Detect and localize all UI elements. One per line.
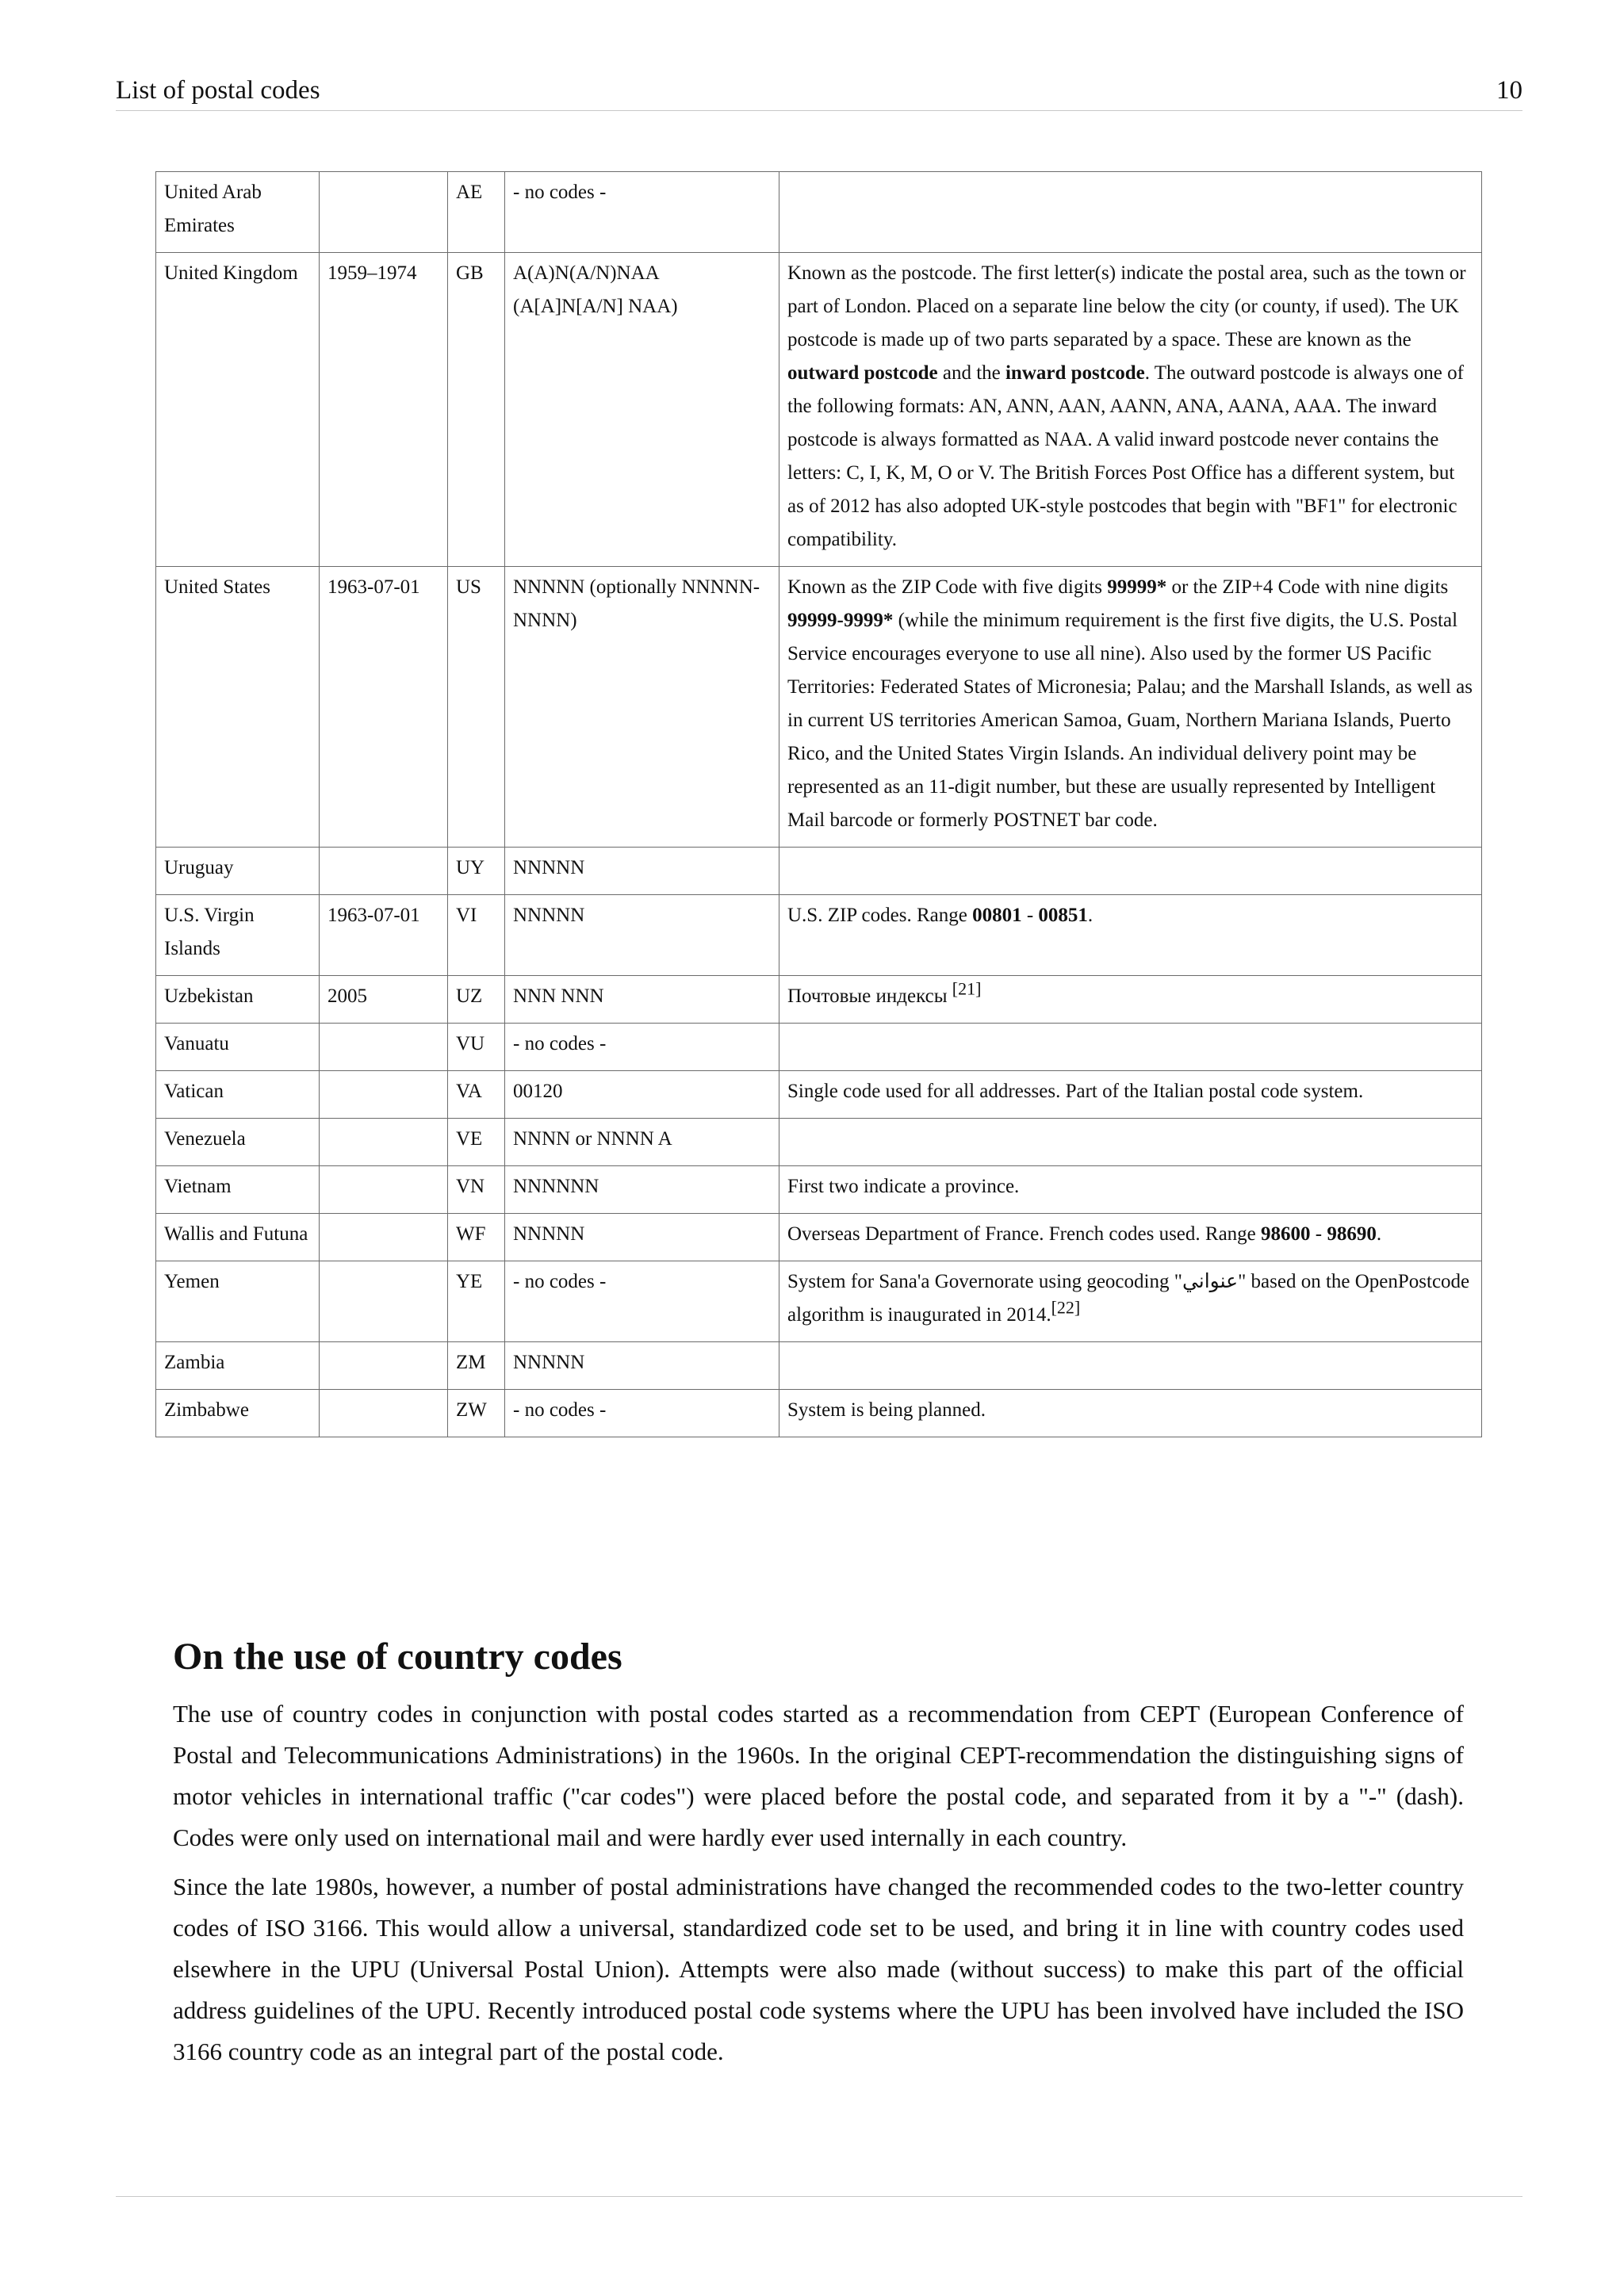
iso-cell: UZ xyxy=(448,976,505,1024)
notes-text: System for Sana'a Governorate using geocoding "عنواني" based on the OpenPostcode algorithm is inaugurated in 2014. xyxy=(787,1271,1470,1326)
running-header xyxy=(116,76,1522,111)
country-cell: Zambia xyxy=(156,1342,320,1390)
notes-cell: First two indicate a province. xyxy=(779,1166,1482,1214)
notes-cell xyxy=(779,1214,1482,1261)
format-cell: NNNNN xyxy=(505,895,779,976)
country-cell: Uruguay xyxy=(156,848,320,895)
format-cell: 00120 xyxy=(505,1071,779,1119)
notes-bold: 98600 xyxy=(1261,1223,1311,1245)
format-cell: NNNNNN xyxy=(505,1166,779,1214)
table-row xyxy=(156,1261,1482,1342)
country-cell: Wallis and Futuna xyxy=(156,1214,320,1261)
country-cell: United States xyxy=(156,567,320,848)
footer-rule xyxy=(116,2196,1522,2197)
country-cell: Vietnam xyxy=(156,1166,320,1214)
table-row xyxy=(156,253,1482,567)
format-cell: NNNNN (optionally NNNNN-NNNN) xyxy=(505,567,779,848)
table-row xyxy=(156,895,1482,976)
page-number: 10 xyxy=(1496,76,1522,105)
notes-bold: 98690 xyxy=(1327,1223,1377,1245)
country-cell: United Kingdom xyxy=(156,253,320,567)
country-cell: United Arab Emirates xyxy=(156,172,320,253)
notes-cell xyxy=(779,1342,1482,1390)
notes-text: U.S. ZIP codes. Range xyxy=(787,905,973,926)
postal-codes-table xyxy=(155,171,1482,1437)
header-title: List of postal codes xyxy=(116,76,320,105)
notes-bold: 00801 xyxy=(972,905,1022,926)
table-row xyxy=(156,172,1482,253)
date-cell xyxy=(320,1024,448,1071)
date-cell xyxy=(320,1166,448,1214)
paragraph: Since the late 1980s, however, a number of postal administrations have changed the recommended codes to the two-letter country codes of ISO 3166. This would allow a universal, standardized code set to be used, and bring it in line with country codes used elsewhere in the UPU (Universal Postal Union). Attempts were also made (without success) to make this part of the official address guidelines of the UPU. Recently introduced postal code systems where the UPU has been involved have included the ISO 3166 country code as an integral part of the postal code. xyxy=(173,1873,1464,2065)
notes-cell: System is being planned. xyxy=(779,1390,1482,1437)
format-cell: NNNNN xyxy=(505,848,779,895)
table-row xyxy=(156,1342,1482,1390)
date-cell xyxy=(320,1071,448,1119)
format-cell: NNNN or NNNN A xyxy=(505,1119,779,1166)
format-cell: - no codes - xyxy=(505,1024,779,1071)
country-cell: Yemen xyxy=(156,1261,320,1342)
reference-link[interactable]: [21] xyxy=(952,978,982,999)
reference-link[interactable]: [22] xyxy=(1051,1297,1081,1318)
notes-bold: 00851 xyxy=(1038,905,1088,926)
format-cell: NNNNN xyxy=(505,1342,779,1390)
date-cell: 1963-07-01 xyxy=(320,895,448,976)
iso-cell: ZM xyxy=(448,1342,505,1390)
iso-cell: VI xyxy=(448,895,505,976)
date-cell: 1963-07-01 xyxy=(320,567,448,848)
iso-cell: VA xyxy=(448,1071,505,1119)
iso-cell: ZW xyxy=(448,1390,505,1437)
notes-text: Overseas Department of France. French codes used. Range xyxy=(787,1223,1262,1245)
date-cell xyxy=(320,1261,448,1342)
table-row xyxy=(156,1390,1482,1437)
date-cell: 2005 xyxy=(320,976,448,1024)
table-row xyxy=(156,1214,1482,1261)
notes-text: or the ZIP+4 Code with nine digits xyxy=(1166,576,1449,598)
table-row xyxy=(156,1166,1482,1214)
iso-cell: VN xyxy=(448,1166,505,1214)
notes-bold: inward postcode xyxy=(1005,362,1145,384)
iso-cell: GB xyxy=(448,253,505,567)
notes-cell xyxy=(779,253,1482,567)
iso-cell: VU xyxy=(448,1024,505,1071)
notes-text: Почтовые индексы xyxy=(787,985,948,1007)
notes-text: Known as the ZIP Code with five digits xyxy=(787,576,1108,598)
country-cell: Uzbekistan xyxy=(156,976,320,1024)
notes-bold: 99999* xyxy=(1107,576,1167,598)
notes-text: Known as the postcode. The first letter(s) indicate the postal area, such as the town or part of London. Placed on a separate line below the city (or county, if used). The UK postcode is made up of two parts separated by a space. These are known as the xyxy=(787,262,1466,350)
iso-cell: UY xyxy=(448,848,505,895)
notes-cell xyxy=(779,567,1482,848)
format-cell: NNN NNN xyxy=(505,976,779,1024)
notes-text: (while the minimum requirement is the first five digits, the U.S. Postal Service encourages everyone to use all nine). Also used by the former US Pacific Territories: Federated States of Micronesia; Palau; and the Marshall Islands, as well as in current US territories American Samoa, Guam, Northern Mariana Islands, Puerto Rico, and the United States Virgin Islands. An individual delivery point may be represented as an 11-digit number, but these are usually represented by Intelligent Mail barcode or formerly POSTNET bar code. xyxy=(787,610,1473,831)
notes-text: - xyxy=(1310,1223,1327,1245)
notes-text: . xyxy=(1376,1223,1382,1245)
table-row xyxy=(156,976,1482,1024)
table-row xyxy=(156,1119,1482,1166)
country-cell: Vanuatu xyxy=(156,1024,320,1071)
notes-cell xyxy=(779,1261,1482,1342)
table-row xyxy=(156,1071,1482,1119)
date-cell xyxy=(320,1119,448,1166)
notes-text: . The outward postcode is always one of the following formats: AN, ANN, AAN, AANN, ANA, AANA, AAA. The inward postcode is always formatted as NAA. A valid inward postcode never contains the letters: C, I, K, M, O or V. The British Forces Post Office has a different system, but as of 2012 has also adopted UK-style postcodes that begin with "BF1" for electronic compatibility. xyxy=(787,362,1464,550)
table-row xyxy=(156,567,1482,848)
notes-cell xyxy=(779,895,1482,976)
date-cell: 1959–1974 xyxy=(320,253,448,567)
country-cell: Vatican xyxy=(156,1071,320,1119)
notes-text: - xyxy=(1021,905,1039,926)
date-cell xyxy=(320,1214,448,1261)
section-body xyxy=(173,1693,1464,2080)
format-cell: NNNNN xyxy=(505,1214,779,1261)
notes-cell xyxy=(779,848,1482,895)
notes-cell xyxy=(779,1119,1482,1166)
country-cell: Zimbabwe xyxy=(156,1390,320,1437)
notes-cell xyxy=(779,976,1482,1024)
format-cell: - no codes - xyxy=(505,1261,779,1342)
section-heading: On the use of country codes xyxy=(173,1636,622,1678)
date-cell xyxy=(320,848,448,895)
iso-cell: VE xyxy=(448,1119,505,1166)
format-cell: A(A)N(A/N)NAA (A[A]N[A/N] NAA) xyxy=(505,253,779,567)
notes-cell xyxy=(779,1024,1482,1071)
format-cell: - no codes - xyxy=(505,172,779,253)
notes-bold: 99999-9999* xyxy=(787,610,894,631)
notes-cell xyxy=(779,172,1482,253)
paragraph: The use of country codes in conjunction with postal codes started as a recommendation from CEPT (European Conference of Postal and Telecommunications Administrations) in the 1960s. In the original CEPT-recommendation the distinguishing signs of motor vehicles in international traffic ("car codes") were placed before the postal code, and separated from it by a "-" (dash). Codes were only used on international mail and were hardly ever used internally in each country. xyxy=(173,1700,1464,1851)
table-row xyxy=(156,848,1482,895)
country-cell: U.S. Virgin Islands xyxy=(156,895,320,976)
date-cell xyxy=(320,1390,448,1437)
iso-cell: US xyxy=(448,567,505,848)
notes-cell: Single code used for all addresses. Part of the Italian postal code system. xyxy=(779,1071,1482,1119)
notes-bold: outward postcode xyxy=(787,362,938,384)
iso-cell: WF xyxy=(448,1214,505,1261)
country-cell: Venezuela xyxy=(156,1119,320,1166)
notes-text: . xyxy=(1087,905,1094,926)
date-cell xyxy=(320,1342,448,1390)
iso-cell: YE xyxy=(448,1261,505,1342)
format-cell: - no codes - xyxy=(505,1390,779,1437)
notes-text: and the xyxy=(937,362,1005,384)
table-row xyxy=(156,1024,1482,1071)
date-cell xyxy=(320,172,448,253)
iso-cell: AE xyxy=(448,172,505,253)
